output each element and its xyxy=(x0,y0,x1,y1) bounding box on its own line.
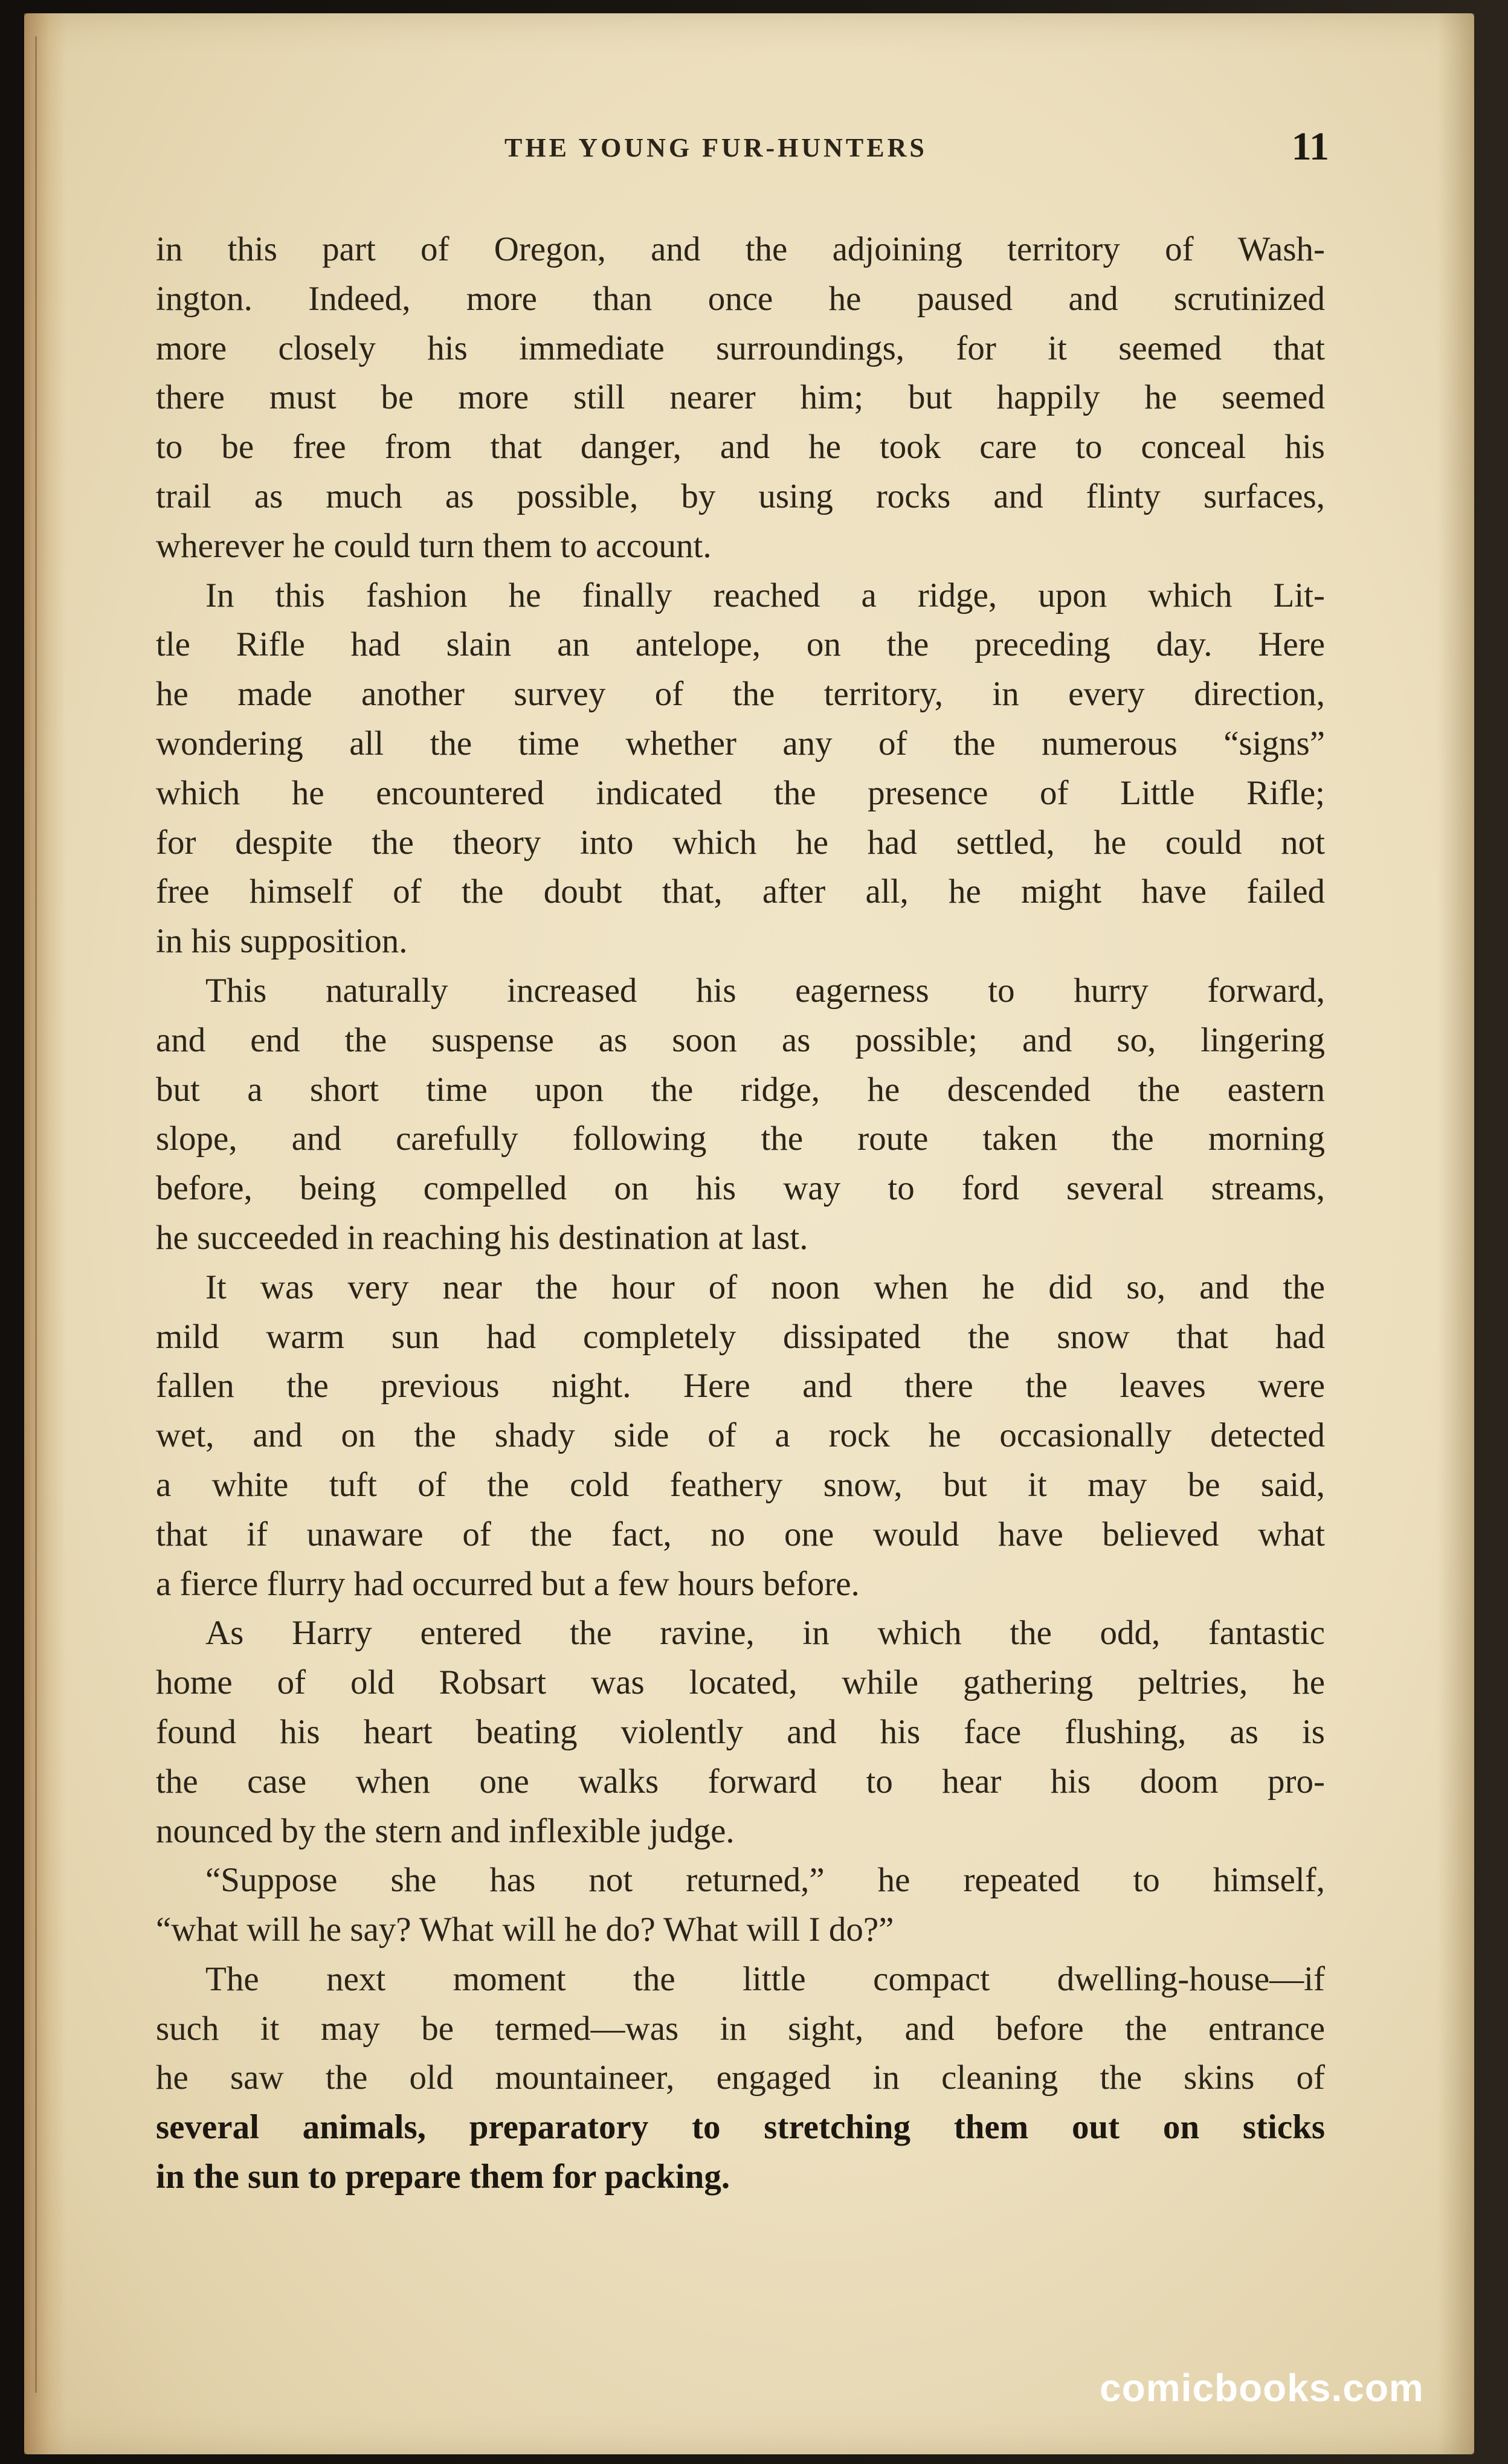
text-line: found his heart beating violently and his face flushing, as is xyxy=(156,1712,1325,1751)
text-line: in this part of Oregon, and the adjoining territory of Wash- xyxy=(156,230,1325,268)
text-line: free himself of the doubt that, after all, he might have failed xyxy=(156,872,1325,911)
text-line: to be free from that danger, and he took care to conceal his xyxy=(156,428,1325,466)
text-line: more closely his immediate surroundings, for it seemed that xyxy=(156,329,1325,367)
paragraph-first-line: It was very near the hour of noon when he did so, and the xyxy=(205,1268,1325,1306)
text-line: he succeeded in reaching his destination at last. xyxy=(156,1218,808,1257)
text-line: which he encountered indicated the presence of Little Rifle; xyxy=(156,773,1325,812)
text-line: wherever he could turn them to account. xyxy=(156,526,712,565)
binding-crease xyxy=(35,36,37,2393)
paragraph-first-line: In this fashion he finally reached a ridge, upon which Lit- xyxy=(205,576,1325,614)
text-line: in his supposition. xyxy=(156,922,408,961)
text-line: slope, and carefully following the route taken the morning xyxy=(156,1120,1325,1158)
paragraph-first-line: The next moment the little compact dwelling-house—if xyxy=(205,1959,1325,1998)
text-line: nounced by the stern and inflexible judge. xyxy=(156,1811,735,1850)
text-line: the case when one walks forward to hear his doom pro- xyxy=(156,1762,1325,1801)
page-spine-shadow xyxy=(24,13,66,2454)
body-text xyxy=(156,225,1325,2202)
page-edge-shadow xyxy=(1438,13,1474,2454)
text-line: but a short time upon the ridge, he descended the eastern xyxy=(156,1070,1325,1109)
text-line: trail as much as possible, by using rocks and flinty surfaces, xyxy=(156,477,1325,515)
text-line: such it may be termed—was in sight, and before the entrance xyxy=(156,2009,1325,2048)
paragraph-first-line: This naturally increased his eagerness to hurry forward, xyxy=(205,971,1325,1010)
text-line: several animals, preparatory to stretching them out on sticks xyxy=(156,2108,1325,2147)
text-line: and end the suspense as soon as possible; and so, lingering xyxy=(156,1021,1325,1059)
text-line: for despite the theory into which he had settled, he could not xyxy=(156,823,1325,862)
page-number: 11 xyxy=(1291,124,1329,169)
text-line: before, being compelled on his way to ford several streams, xyxy=(156,1169,1325,1208)
running-head: THE YOUNG FUR-HUNTERS xyxy=(504,133,927,163)
text-line: a white tuft of the cold feathery snow, but it may be said, xyxy=(156,1465,1325,1504)
paragraph-first-line: “Suppose she has not returned,” he repeated to himself, xyxy=(205,1861,1325,1900)
text-line: tle Rifle had slain an antelope, on the preceding day. Here xyxy=(156,625,1325,664)
watermark-logo: comicbooks.com xyxy=(1100,2366,1424,2410)
text-line: a fierce flurry had occurred but a few hours before. xyxy=(156,1564,860,1603)
text-line: there must be more still nearer him; but happily he seemed xyxy=(156,378,1325,417)
page-header xyxy=(157,124,1329,178)
text-line: in the sun to prepare them for packing. xyxy=(156,2158,730,2196)
text-line: “what will he say? What will he do? What will I do?” xyxy=(156,1911,894,1949)
text-line: he made another survey of the territory, in every direction, xyxy=(156,675,1325,714)
text-line: fallen the previous night. Here and there the leaves were xyxy=(156,1367,1325,1405)
text-line: ington. Indeed, more than once he paused and scrutinized xyxy=(156,279,1325,318)
paragraph-first-line: As Harry entered the ravine, in which the odd, fantastic xyxy=(205,1614,1325,1653)
text-line: that if unaware of the fact, no one would have believed what xyxy=(156,1515,1325,1553)
text-line: he saw the old mountaineer, engaged in cleaning the skins of xyxy=(156,2059,1325,2097)
text-line: mild warm sun had completely dissipated the snow that had xyxy=(156,1317,1325,1356)
text-line: wondering all the time whether any of the numerous “signs” xyxy=(156,724,1325,763)
text-line: wet, and on the shady side of a rock he occasionally detected xyxy=(156,1416,1325,1455)
text-line: home of old Robsart was located, while gathering peltries, he xyxy=(156,1663,1325,1702)
